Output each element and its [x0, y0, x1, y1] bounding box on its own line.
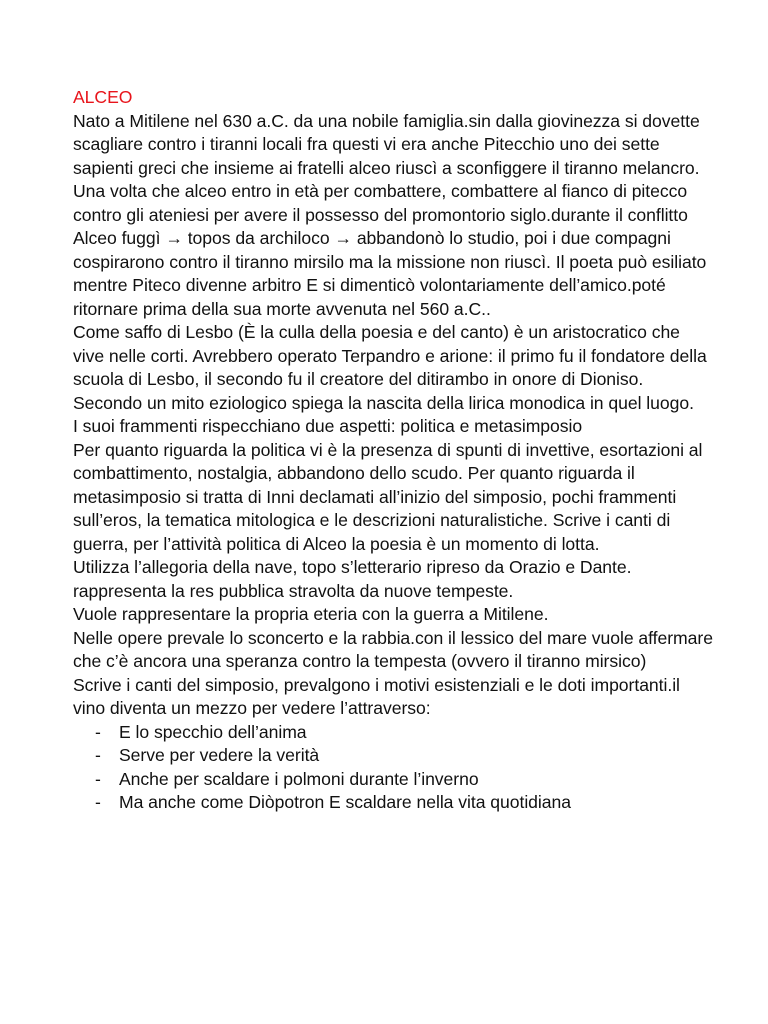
bullet-dash: -	[95, 745, 101, 765]
bullet-dash: -	[95, 768, 101, 789]
document-title: ALCEO	[73, 87, 133, 107]
paragraph-eteria: Vuole rappresentare la propria eteria con la guerra a Mitilene.	[73, 604, 549, 624]
list-item	[73, 791, 713, 815]
list-item-text: E lo specchio dell’anima	[119, 721, 307, 742]
list-item	[73, 721, 713, 745]
paragraph-biography: Nato a Mitilene nel 630 a.C. da una nobile famiglia.sin dalla giovinezza si dovette scagliare contro i tiranni locali fra questi vi era anche Pitecchio uno dei sette sapienti greci che insieme ai fratelli alceo riuscì a sconfiggere il tiranno melancro. Una volta che alceo entro in età per combattere, combattere al fianco di pitecco contro gli ateniesi per avere il possesso del promontorio siglo.durante il conflitto Alceo fuggì → topos da archiloco → abbandonò lo studio, poi i due compagni cospirarono contro il tiranno mirsilo ma la missione non riuscì. Il poeta può esiliato mentre Piteco divenne arbitro E si dimenticò volontariamente dell’amico.poté ritornare prima della sua morte avvenuta nel 560 a.C..	[73, 110, 707, 319]
paragraph-politics: Per quanto riguarda la politica vi è la presenza di spunti di invettive, esortazioni al combattimento, nostalgia, abbandono dello scudo. Per quanto riguarda il metasimposio si tratta di Inni declamati all’inizio del simposio, pochi frammenti sull’eros, la tematica mitologica e le descrizioni naturalistiche. Scrive i canti di guerra, per l’attività politica di Alceo la poesia è un momento di lotta.	[73, 439, 703, 554]
document-body	[73, 86, 713, 815]
paragraph-ship-allegory: Utilizza l’allegoria della nave, topo s’letterario ripreso da Orazio e Dante. rappresenta la res pubblica stravolta da nuove tempeste.	[73, 557, 632, 601]
list-item-text: Serve per vedere la verità	[119, 745, 320, 765]
list-item	[73, 744, 713, 768]
bullet-dash: -	[95, 792, 101, 812]
list-item	[73, 768, 713, 792]
paragraph-lesbos: Come saffo di Lesbo (È la culla della poesia e del canto) è un aristocratico che vive nelle corti. Avrebbero operato Terpandro e arione: il primo fu il fondatore della scuola di Lesbo, il secondo fu il creatore del ditirambo in onore di Dioniso. Secondo un mito eziologico spiega la nascita della lirica monodica in quel luogo.	[73, 322, 707, 413]
paragraph-symposium: Scrive i canti del simposio, prevalgono i motivi esistenziali e le doti importanti.il vino diventa un mezzo per vedere l’attraverso:	[73, 674, 680, 718]
paragraph-fragments: I suoi frammenti rispecchiano due aspetti: politica e metasimposio	[73, 416, 583, 436]
list-item-text: Anche per scaldare i polmoni durante l’inverno	[119, 768, 479, 789]
paragraph-sea-lexicon: Nelle opere prevale lo sconcerto e la rabbia.con il lessico del mare vuole affermare che c’è ancora una speranza contro la tempesta (ovvero il tiranno mirsico)	[73, 627, 713, 671]
bullet-dash: -	[95, 721, 101, 742]
wine-bullet-list	[73, 721, 713, 815]
list-item-text: Ma anche come Diòpotron E scaldare nella vita quotidiana	[119, 792, 571, 812]
